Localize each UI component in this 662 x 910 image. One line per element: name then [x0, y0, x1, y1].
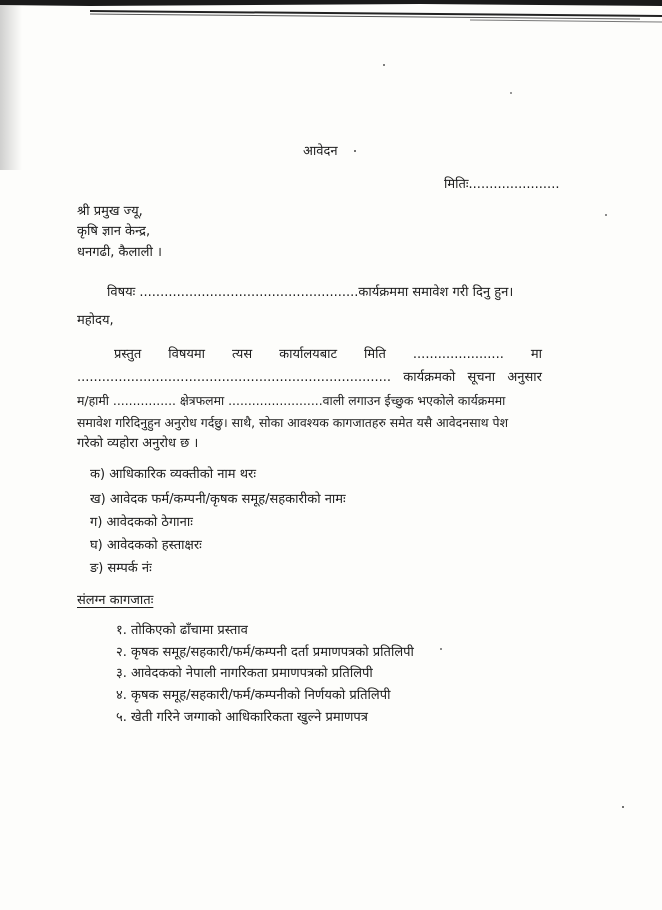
form-field-signature: घ) आवेदकको हस्ताक्षरः — [90, 538, 202, 553]
body-word: ...................... — [412, 347, 504, 362]
body-line-5: गरेको व्यहोरा अनुरोध छ । — [77, 436, 199, 451]
body-word: प्रस्तुत — [114, 347, 142, 362]
body-word: कार्यालयबाट — [279, 347, 338, 362]
body-line-1 — [114, 347, 542, 363]
body-word: अनुसार — [507, 370, 542, 385]
form-field-contact: ङ) सम्पर्क नंः — [90, 561, 152, 576]
attachment-item: ५. खेती गरिने जग्गाको आधिकारिकता खुल्ने प्रमाणपत्र — [116, 710, 368, 725]
body-word: कार्यक्रमको — [403, 370, 456, 385]
attachment-item: ४. कृषक समूह/सहकारी/फर्म/कम्पनीको निर्णयको प्रतिलिपी — [116, 688, 391, 703]
scan-speck — [383, 64, 385, 66]
attachment-item: १. तोकिएको ढाँचामा प्रस्ताव — [116, 623, 248, 638]
salutation: महोदय, — [77, 313, 114, 328]
body-line-4: समावेश गरिदिनुहुन अनुरोध गर्दछु। साथै, सोका आवश्यक कागजातहरु समेत यसै आवेदनसाथ पेश — [77, 415, 509, 430]
scan-shadow-left — [0, 0, 22, 170]
attachments-heading: संलग्न कागजातः — [77, 593, 154, 608]
scan-speck — [510, 92, 512, 94]
form-field-official-name: क) आधिकारिक व्यक्तीको नाम थरः — [90, 467, 256, 482]
scan-speck — [354, 150, 356, 152]
subject-line: विषयः .....................................................कार्यक्रममा समावेश गरी दिनु हुन। — [107, 285, 514, 300]
scan-speck — [622, 806, 624, 808]
page-title: आवेदन — [303, 144, 338, 159]
scan-speck — [605, 214, 607, 216]
attachment-item: २. कृषक समूह/सहकारी/फर्म/कम्पनी दर्ता प्रमाणपत्रको प्रतिलिपी — [116, 645, 414, 660]
attachment-item: ३. आवेदकको नेपाली नागरिकता प्रमाणपत्रको प्रतिलिपी — [116, 666, 373, 681]
scan-border-top — [0, 0, 662, 24]
body-dots: ............................................................................ — [77, 370, 392, 385]
body-word: त्यस — [232, 347, 253, 362]
body-word: मिति — [364, 347, 386, 362]
form-field-address: ग) आवेदकको ठेगानाः — [90, 515, 193, 530]
form-field-applicant-name: ख) आवेदक फर्म/कम्पनी/कृषक समूह/सहकारीको नामः — [90, 492, 346, 507]
body-word: मा — [530, 347, 542, 362]
body-line-3: म/हामी ................ क्षेत्रफलमा ........................वाली लगाउन ईच्छुक भएकोले कार्यक्रममा — [77, 393, 506, 408]
date-field: मितिः...................... — [444, 177, 560, 192]
body-word: विषयमा — [168, 347, 206, 362]
body-word: सूचना — [467, 370, 496, 385]
body-line-2 — [77, 370, 542, 386]
recipient-line-3: धनगढी, कैलाली । — [77, 245, 162, 260]
recipient-line-2: कृषि ज्ञान केन्द्र, — [77, 224, 151, 239]
scan-speck — [440, 648, 442, 650]
recipient-line-1: श्री प्रमुख ज्यू, — [77, 204, 143, 219]
